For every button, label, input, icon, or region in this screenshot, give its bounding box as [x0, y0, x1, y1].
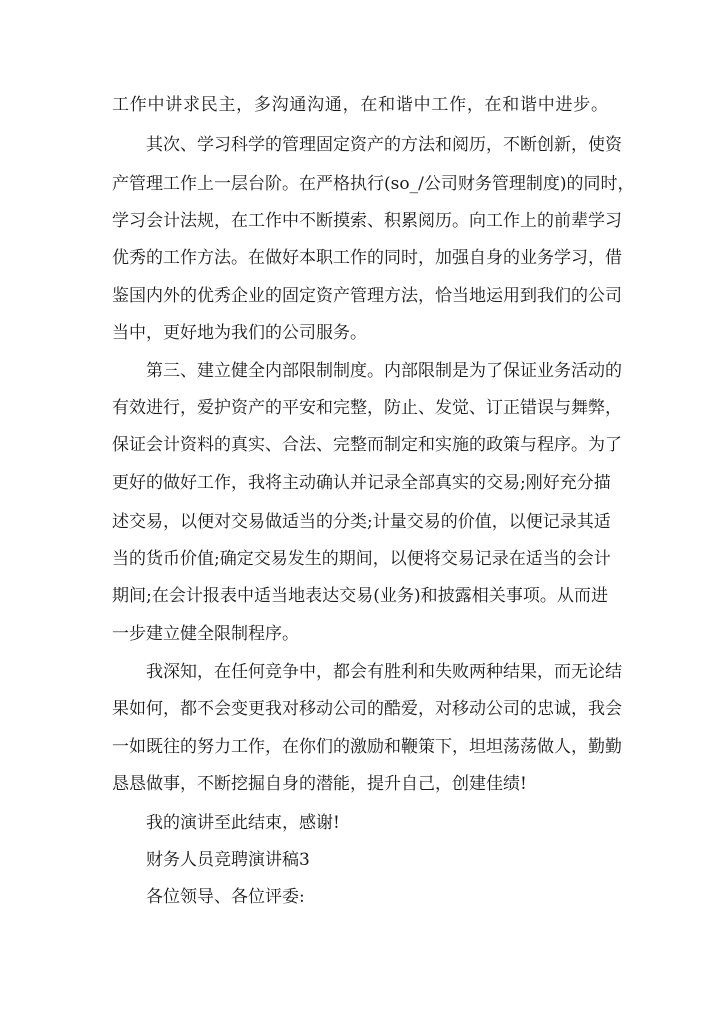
text-line: 工作中讲求民主，多沟通沟通，在和谐中工作，在和谐中进步。 — [112, 95, 608, 115]
text-line: 第三、建立健全内部限制制度。内部限制是为了保证业务活动的 — [146, 361, 622, 381]
text-line: 恳恳做事，不断挖掘自身的潜能，提升自己，创建佳绩! — [112, 774, 527, 794]
text-line: 述交易，以便对交易做适当的分类;计量交易的价值，以便记录其适 — [112, 512, 611, 532]
text-line: 学习会计法规，在工作中不断摸索、积累阅历。向工作上的前辈学习 — [112, 211, 622, 231]
text-line: 更好的做好工作，我将主动确认并记录全部真实的交易;刚好充分描 — [112, 473, 611, 493]
text-line: 鉴国内外的优秀企业的固定资产管理方法，恰当地运用到我们的公司 — [112, 286, 622, 306]
text-line: 果如何，都不会变更我对移动公司的酷爱，对移动公司的忠诚，我会 — [112, 699, 622, 719]
text-line: 产管理工作上一层台阶。在严格执行(so_/公司财务管理制度)的同时， — [112, 174, 635, 194]
text-line: 优秀的工作方法。在做好本职工作的同时，加强自身的业务学习，借 — [112, 248, 622, 268]
text-line: 期间;在会计报表中适当地表达交易(业务)和披露相关事项。从而进 — [112, 586, 608, 606]
text-line: 有效进行，爱护资产的平安和完整，防止、发觉、订正错误与舞弊， — [112, 398, 622, 418]
text-line: 我的演讲至此结束，感谢! — [146, 813, 340, 833]
salutation: 各位领导、各位评委: — [146, 887, 305, 907]
text-line: 一如既往的努力工作，在你们的激励和鞭策下，坦坦荡荡做人，勤勤 — [112, 737, 622, 757]
text-line: 保证会计资料的真实、合法、完整而制定和实施的政策与程序。为了 — [112, 435, 622, 455]
text-line: 当的货币价值;确定交易发生的期间，以便将交易记录在适当的会计 — [112, 549, 611, 569]
text-line: 一步建立健全限制程序。 — [112, 624, 299, 644]
text-line: 当中，更好地为我们的公司服务。 — [112, 323, 367, 343]
text-line: 我深知，在任何竞争中，都会有胜利和失败两种结果，而无论结 — [146, 662, 622, 682]
section-heading: 财务人员竞聘演讲稿3 — [146, 850, 310, 870]
text-line: 其次、学习科学的管理固定资产的方法和阅历，不断创新，使资 — [146, 135, 622, 155]
